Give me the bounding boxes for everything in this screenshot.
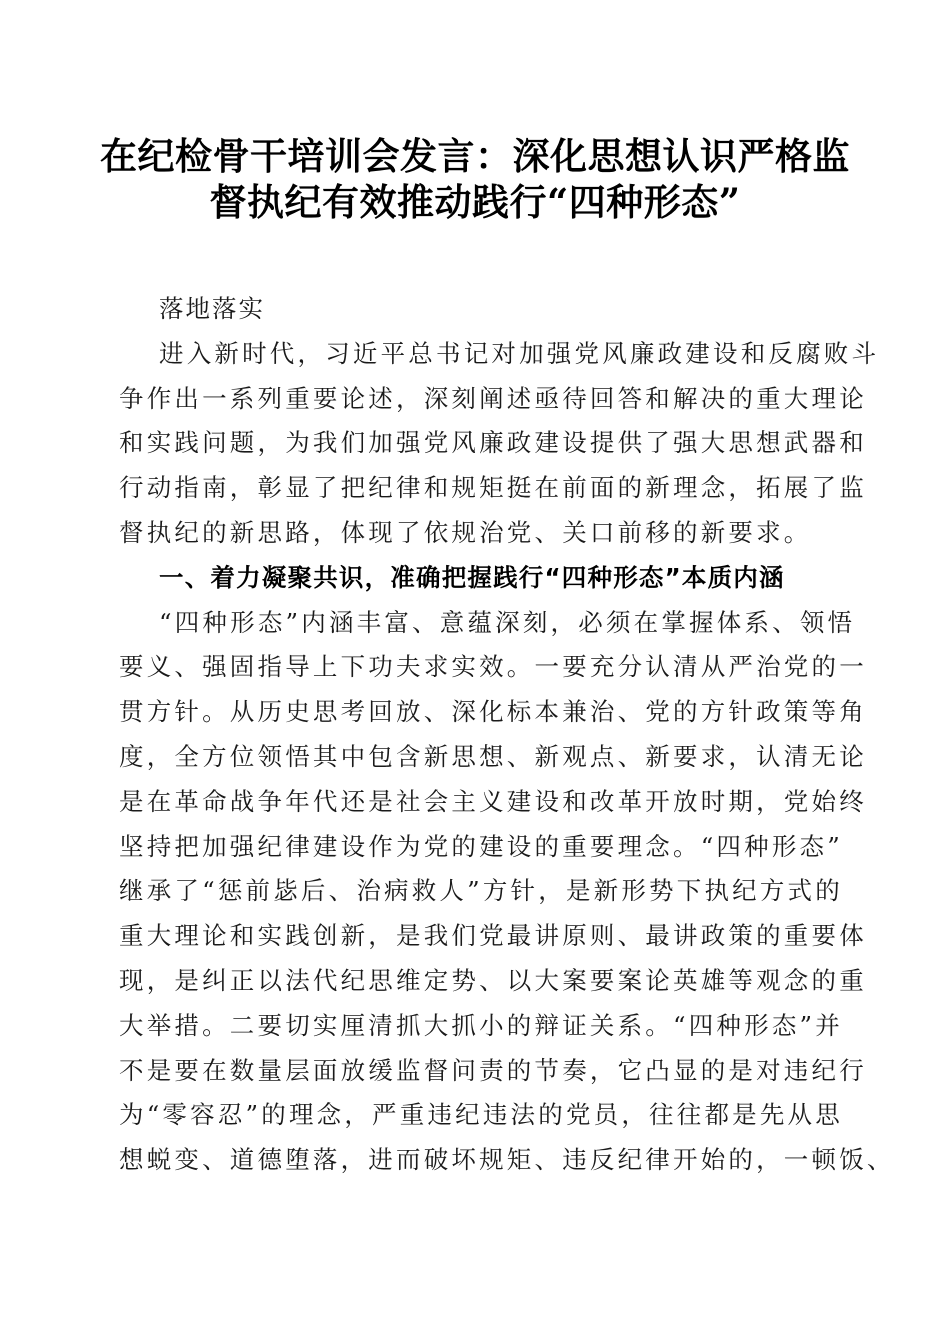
intro-line: 督执纪的新思路，体现了依规治党、关口前移的新要求。 — [119, 517, 812, 547]
section-line: “四种形态”内涵丰富、意蕴深刻，必须在掌握体系、领悟 — [159, 607, 856, 637]
section-line: 现，是纠正以法代纪思维定势、以大案要案论英雄等观念的重 — [119, 965, 867, 995]
intro-line: 和实践问题，为我们加强党风廉政建设提供了强大思想武器和 — [119, 428, 867, 458]
section-line: 要义、强固指导上下功夫求实效。一要充分认清从严治党的一 — [119, 652, 867, 682]
section-line: 重大理论和实践创新，是我们党最讲原则、最讲政策的重要体 — [119, 921, 867, 951]
intro-line: 进入新时代，习近平总书记对加强党风廉政建设和反腐败斗 — [159, 338, 880, 368]
section-line: 度，全方位领悟其中包含新思想、新观点、新要求，认清无论 — [119, 741, 867, 771]
title-line-1: 在纪检骨干培训会发言：深化思想认识严格监 — [100, 134, 850, 178]
section-line: 坚持把加强纪律建设作为党的建设的重要理念。“四种形态” — [119, 831, 843, 861]
intro-line: 行动指南，彰显了把纪律和规矩挺在前面的新理念，拓展了监 — [119, 473, 867, 503]
section-line: 不是要在数量层面放缓监督问责的节奏，它凸显的是对违纪行 — [119, 1055, 867, 1085]
section-line: 继承了“惩前毖后、治病救人”方针，是新形势下执纪方式的 — [119, 876, 843, 906]
section-line: 是在革命战争年代还是社会主义建设和改革开放时期，党始终 — [119, 786, 867, 816]
section-line: 贯方针。从历史思考回放、深化标本兼治、党的方针政策等角 — [119, 697, 867, 727]
section-line: 大举措。二要切实厘清抓大抓小的辩证关系。“四种形态”并 — [119, 1010, 843, 1040]
section-line: 为“零容忍”的理念，严重违纪违法的党员，往往都是先从思 — [119, 1100, 843, 1130]
document-title — [100, 133, 850, 225]
intro-line: 争作出一系列重要论述，深刻阐述亟待回答和解决的重大理论 — [119, 383, 867, 413]
subtitle-line: 落地落实 — [159, 294, 265, 323]
document-body — [119, 287, 895, 1183]
section-line: 想蜕变、道德堕落，进而破坏规矩、违反纪律开始的，一顿饭、 — [119, 1145, 895, 1175]
section-heading: 一、着力凝聚共识，准确把握践行“四种形态”本质内涵 — [159, 562, 785, 592]
title-line-2: 督执纪有效推动践行“四种形态” — [209, 180, 741, 224]
